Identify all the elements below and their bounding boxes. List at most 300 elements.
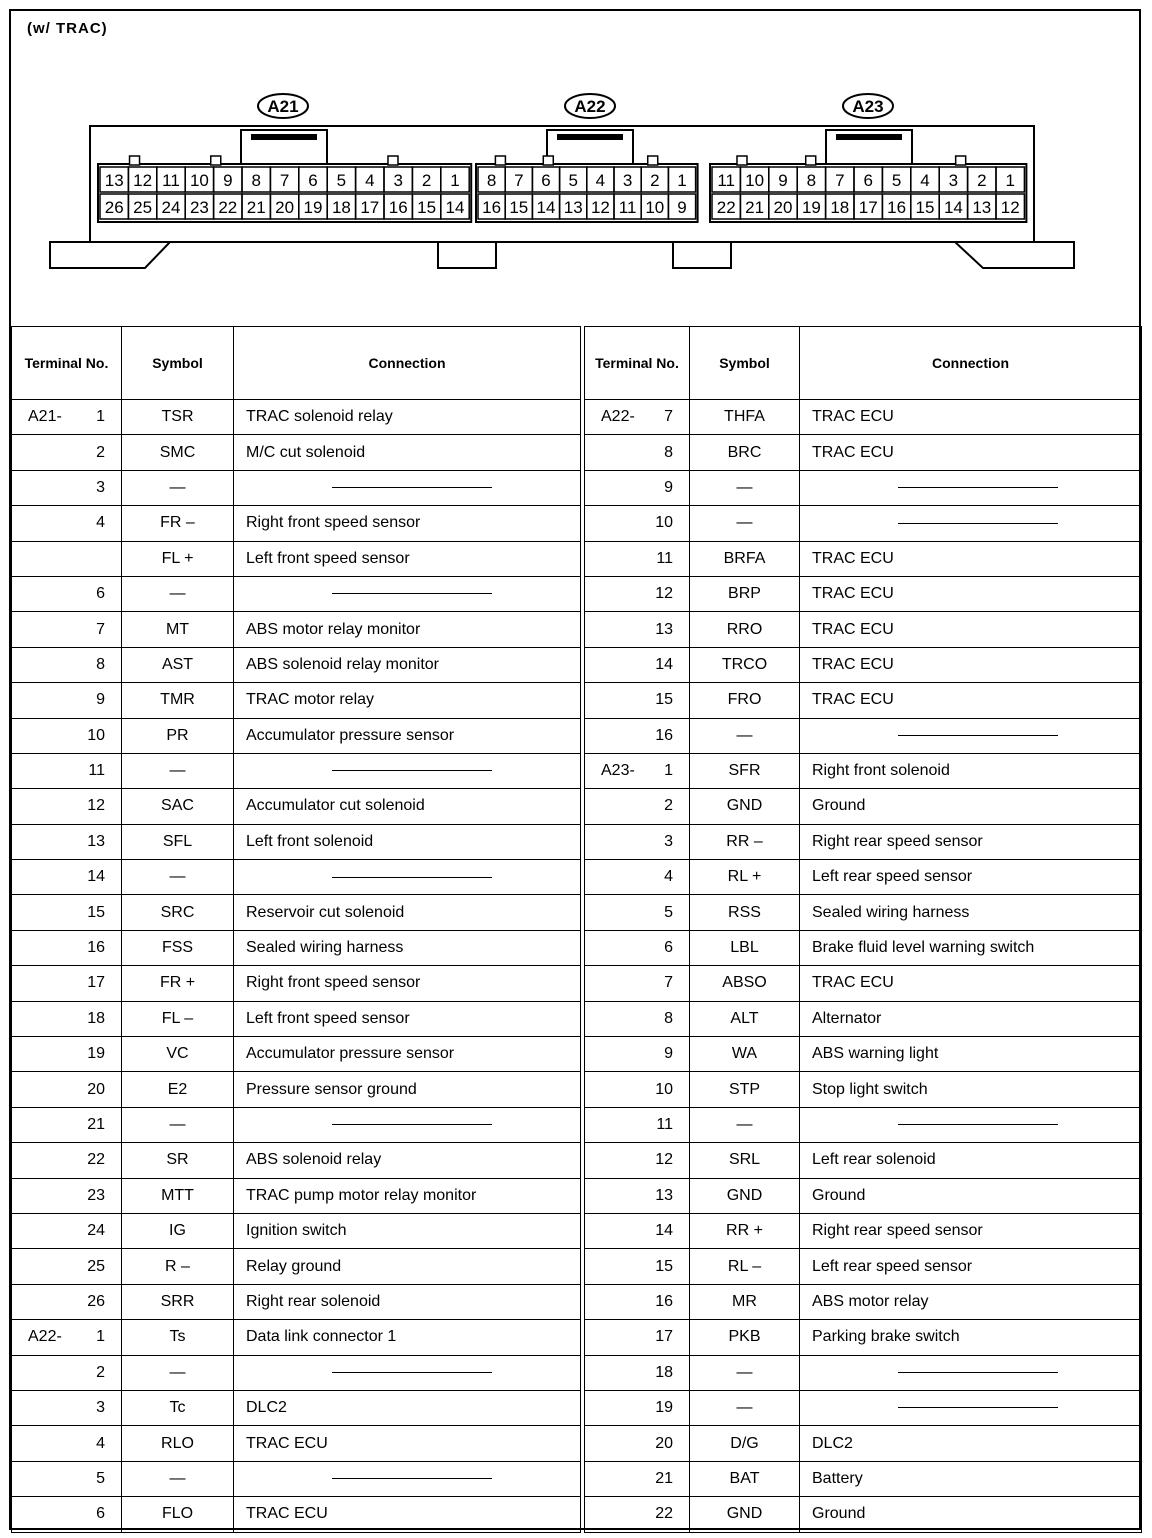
connection-cell: Sealed wiring harness	[234, 930, 581, 965]
symbol-cell: —	[690, 470, 800, 505]
pin-number: 13	[563, 198, 583, 217]
terminal-number: 19	[87, 1045, 105, 1063]
connection-cell: Right front solenoid	[800, 753, 1142, 788]
symbol-cell: AST	[122, 647, 234, 682]
pin-number: 8	[486, 171, 497, 190]
symbol-cell: SRR	[122, 1284, 234, 1319]
ecu-connector-diagram	[0, 0, 1152, 330]
table-row	[12, 1284, 581, 1319]
table-row	[12, 1355, 581, 1390]
terminal-number: 4	[96, 514, 105, 532]
connection-cell: ABS warning light	[800, 1037, 1142, 1072]
table-row	[585, 789, 1142, 824]
pin-number: 14	[943, 198, 963, 217]
connection-cell: Ground	[800, 789, 1142, 824]
terminal-cell	[585, 718, 690, 753]
table-row	[585, 1497, 1142, 1532]
pin-number: 2	[421, 171, 432, 190]
symbol-cell: SRC	[122, 895, 234, 930]
symbol-cell: D/G	[690, 1426, 800, 1461]
symbol-cell: PR	[122, 718, 234, 753]
terminal-cell	[585, 647, 690, 682]
symbol-cell: —	[122, 470, 234, 505]
connection-cell: Left rear solenoid	[800, 1143, 1142, 1178]
pin-number: 5	[568, 171, 578, 190]
pin-number: 17	[360, 198, 380, 217]
terminal-cell	[585, 1390, 690, 1425]
terminal-cell	[585, 612, 690, 647]
connection-cell: Left front speed sensor	[234, 541, 581, 576]
symbol-cell: FR –	[122, 506, 234, 541]
no-connection-line	[898, 1124, 1058, 1125]
pin-number: 8	[251, 171, 261, 190]
table-row	[12, 718, 581, 753]
symbol-cell: RLO	[122, 1426, 234, 1461]
connection-cell: ABS solenoid relay monitor	[234, 647, 581, 682]
table-row	[12, 612, 581, 647]
table-row	[585, 718, 1142, 753]
table-row	[12, 1143, 581, 1178]
symbol-cell: GND	[690, 789, 800, 824]
header-terminal: Terminal No.	[585, 327, 690, 400]
table-row	[585, 506, 1142, 541]
terminal-cell	[12, 470, 122, 505]
terminal-cell	[585, 1426, 690, 1461]
terminal-number: 13	[87, 832, 105, 850]
pin-number: 6	[863, 171, 873, 190]
terminal-number: 9	[664, 1045, 673, 1063]
symbol-cell: —	[122, 860, 234, 895]
symbol-cell: —	[690, 1355, 800, 1390]
terminal-cell	[585, 1461, 690, 1496]
terminal-number: 10	[655, 514, 673, 532]
terminal-cell	[12, 1249, 122, 1284]
pin-number: 22	[218, 198, 238, 217]
no-connection-line	[332, 1124, 492, 1125]
pin-number: 19	[303, 198, 323, 217]
terminal-number: 6	[664, 939, 673, 957]
pin-number: 23	[189, 198, 209, 217]
table-row	[585, 1426, 1142, 1461]
symbol-cell: BRFA	[690, 541, 800, 576]
pin-number: 16	[388, 198, 408, 217]
terminal-number: 1	[96, 1328, 105, 1346]
terminal-cell	[12, 683, 122, 718]
symbol-cell: TSR	[122, 400, 234, 435]
pin-number: 14	[536, 198, 556, 217]
symbol-cell: —	[690, 506, 800, 541]
no-connection-line	[332, 1372, 492, 1373]
table-row	[585, 1107, 1142, 1142]
pin-number: 7	[835, 171, 845, 190]
table-row	[12, 1001, 581, 1036]
pin-number: 6	[541, 171, 551, 190]
connection-cell	[234, 860, 581, 895]
symbol-cell: VC	[122, 1037, 234, 1072]
symbol-cell: BAT	[690, 1461, 800, 1496]
terminal-cell	[585, 1001, 690, 1036]
connection-cell: M/C cut solenoid	[234, 435, 581, 470]
terminal-number: 15	[655, 1257, 673, 1275]
table-row	[585, 683, 1142, 718]
connector-label: A23	[852, 97, 884, 116]
symbol-cell: FLO	[122, 1497, 234, 1532]
terminal-cell	[585, 966, 690, 1001]
symbol-cell: IG	[122, 1213, 234, 1248]
terminal-number: 23	[87, 1186, 105, 1204]
terminal-number: 4	[664, 868, 673, 886]
terminal-cell	[12, 1178, 122, 1213]
pin-number: 21	[246, 198, 266, 217]
terminal-number: 8	[664, 443, 673, 461]
symbol-cell: FR +	[122, 966, 234, 1001]
connector-prefix: A22-	[601, 408, 635, 426]
terminal-cell	[585, 895, 690, 930]
symbol-cell: MTT	[122, 1178, 234, 1213]
connection-cell: TRAC ECU	[800, 576, 1142, 611]
header-connection: Connection	[234, 327, 581, 400]
table-row	[12, 1320, 581, 1355]
symbol-cell: —	[122, 1355, 234, 1390]
table-row	[12, 400, 581, 435]
symbol-cell: FRO	[690, 683, 800, 718]
pin-number: 15	[417, 198, 437, 217]
terminal-number: 1	[664, 762, 673, 780]
terminal-number: 12	[655, 585, 673, 603]
diagram-title: (w/ TRAC)	[27, 20, 108, 37]
connection-cell: Left front speed sensor	[234, 1001, 581, 1036]
connection-cell: TRAC ECU	[234, 1426, 581, 1461]
symbol-cell: FL +	[122, 541, 234, 576]
symbol-cell: RL +	[690, 860, 800, 895]
terminal-cell	[585, 435, 690, 470]
terminal-cell	[585, 789, 690, 824]
terminal-number: 2	[96, 443, 105, 461]
table-row	[12, 930, 581, 965]
table-row	[585, 1355, 1142, 1390]
connection-cell: TRAC ECU	[800, 541, 1142, 576]
terminal-number: 21	[87, 1116, 105, 1133]
pin-number: 21	[745, 198, 765, 217]
symbol-cell: TRCO	[690, 647, 800, 682]
table-row	[12, 1249, 581, 1284]
table-row	[585, 1284, 1142, 1319]
pin-number: 3	[622, 171, 633, 190]
connection-cell	[234, 1107, 581, 1142]
table-row	[12, 647, 581, 682]
symbol-cell: RRO	[690, 612, 800, 647]
header-terminal: Terminal No.	[12, 327, 122, 400]
terminal-cell	[12, 753, 122, 788]
symbol-cell: RR +	[690, 1213, 800, 1248]
symbol-cell: THFA	[690, 400, 800, 435]
connection-cell: Right rear solenoid	[234, 1284, 581, 1319]
terminal-cell	[585, 400, 690, 435]
table-row	[12, 789, 581, 824]
pin-number: 11	[618, 198, 637, 217]
terminal-number: 17	[655, 1328, 673, 1346]
pin-number: 16	[482, 198, 502, 217]
terminal-number: 6	[96, 1505, 105, 1523]
table-row	[12, 541, 581, 576]
connector-label: A21	[267, 97, 299, 116]
symbol-cell: —	[122, 1461, 234, 1496]
connection-cell: Left rear speed sensor	[800, 1249, 1142, 1284]
table-row	[12, 506, 581, 541]
symbol-cell: —	[690, 1390, 800, 1425]
connection-cell	[234, 1461, 581, 1496]
symbol-cell: SAC	[122, 789, 234, 824]
connection-cell: TRAC pump motor relay monitor	[234, 1178, 581, 1213]
pin-number: 9	[223, 171, 233, 190]
terminal-number: 3	[664, 832, 673, 850]
terminal-cell	[12, 789, 122, 824]
connection-cell: Pressure sensor ground	[234, 1072, 581, 1107]
terminal-cell	[12, 860, 122, 895]
table-row	[585, 470, 1142, 505]
terminal-cell	[585, 1107, 690, 1142]
connection-cell: Accumulator pressure sensor	[234, 1037, 581, 1072]
table-row	[12, 1037, 581, 1072]
terminal-number: 22	[87, 1151, 105, 1169]
terminal-cell	[585, 576, 690, 611]
table-row	[585, 1390, 1142, 1425]
table-row	[585, 1001, 1142, 1036]
table-row	[585, 1178, 1142, 1213]
terminal-cell	[12, 1461, 122, 1496]
connection-cell: Left rear speed sensor	[800, 860, 1142, 895]
symbol-cell: LBL	[690, 930, 800, 965]
pin-number: 20	[773, 198, 793, 217]
pin-number: 7	[514, 171, 524, 190]
connection-cell: ABS solenoid relay	[234, 1143, 581, 1178]
connection-cell	[800, 1355, 1142, 1390]
terminal-cell	[12, 435, 122, 470]
terminal-number: 21	[655, 1469, 673, 1487]
connector-label: A22	[574, 97, 606, 116]
terminal-cell	[585, 1178, 690, 1213]
table-row	[585, 966, 1142, 1001]
no-connection-line	[332, 593, 492, 594]
terminal-number: 16	[87, 939, 105, 957]
terminal-number: 1	[96, 408, 105, 426]
table-row	[585, 824, 1142, 859]
table-row	[585, 1461, 1142, 1496]
symbol-cell: E2	[122, 1072, 234, 1107]
connector-prefix: A21-	[28, 408, 62, 426]
symbol-cell: BRC	[690, 435, 800, 470]
pin-number: 4	[920, 171, 930, 190]
no-connection-line	[898, 523, 1058, 524]
connection-cell	[234, 576, 581, 611]
symbol-cell: SRL	[690, 1143, 800, 1178]
connection-cell: Right front speed sensor	[234, 966, 581, 1001]
pin-number: 17	[858, 198, 878, 217]
table-row	[12, 860, 581, 895]
terminal-number: 13	[655, 620, 673, 638]
terminal-number: 11	[88, 762, 105, 780]
pin-number: 5	[336, 171, 347, 190]
symbol-cell: GND	[690, 1178, 800, 1213]
terminal-number: 7	[664, 408, 673, 426]
terminal-cell	[12, 824, 122, 859]
terminal-number: 14	[655, 655, 673, 673]
symbol-cell: STP	[690, 1072, 800, 1107]
terminal-number: 2	[96, 1363, 105, 1381]
terminal-cell	[585, 1037, 690, 1072]
connection-cell: Stop light switch	[800, 1072, 1142, 1107]
terminal-number: 19	[655, 1399, 673, 1417]
pin-number: 19	[801, 198, 821, 217]
table-row	[585, 1143, 1142, 1178]
symbol-cell: GND	[690, 1497, 800, 1532]
pin-number: 10	[189, 171, 209, 190]
pin-number: 9	[778, 171, 788, 190]
table-row	[12, 576, 581, 611]
connection-cell: Alternator	[800, 1001, 1142, 1036]
connection-cell: Parking brake switch	[800, 1320, 1142, 1355]
connection-cell: DLC2	[800, 1426, 1142, 1461]
terminal-cell	[12, 718, 122, 753]
terminal-cell	[585, 753, 690, 788]
table-row	[585, 1320, 1142, 1355]
terminal-cell	[585, 1355, 690, 1390]
table-row	[12, 1178, 581, 1213]
terminal-number: 18	[655, 1363, 673, 1381]
terminal-cell	[585, 1249, 690, 1284]
terminal-cell	[585, 930, 690, 965]
pin-number: 1	[450, 171, 460, 190]
connection-cell: Data link connector 1	[234, 1320, 581, 1355]
symbol-cell: ALT	[690, 1001, 800, 1036]
symbol-cell: PKB	[690, 1320, 800, 1355]
terminal-cell	[12, 1001, 122, 1036]
connection-cell: Battery	[800, 1461, 1142, 1496]
connection-cell: Sealed wiring harness	[800, 895, 1142, 930]
no-connection-line	[898, 487, 1058, 488]
terminal-cell	[12, 576, 122, 611]
terminal-number: 17	[87, 974, 105, 992]
connector-prefix: A23-	[601, 762, 635, 780]
symbol-cell: RL –	[690, 1249, 800, 1284]
pin-number: 11	[162, 171, 180, 190]
terminal-number: 15	[655, 691, 673, 709]
table-row	[12, 683, 581, 718]
table-row	[12, 470, 581, 505]
connection-cell: TRAC ECU	[800, 683, 1142, 718]
terminal-cell	[12, 506, 122, 541]
connection-cell: TRAC ECU	[800, 966, 1142, 1001]
pin-number: 1	[1005, 171, 1015, 190]
pin-number: 2	[650, 171, 660, 190]
terminal-number: 2	[664, 797, 673, 815]
connection-cell	[800, 1107, 1142, 1142]
symbol-cell: SFL	[122, 824, 234, 859]
no-connection-line	[332, 770, 492, 771]
terminal-cell	[585, 860, 690, 895]
pin-number: 9	[677, 198, 687, 217]
pin-number: 6	[308, 171, 318, 190]
symbol-cell: BRP	[690, 576, 800, 611]
table-row	[585, 576, 1142, 611]
terminal-number: 11	[656, 1116, 673, 1133]
connection-cell: Ground	[800, 1178, 1142, 1213]
connection-cell: Right front speed sensor	[234, 506, 581, 541]
header-symbol: Symbol	[690, 327, 800, 400]
terminal-cell	[12, 1426, 122, 1461]
symbol-cell: TMR	[122, 683, 234, 718]
pin-number: 15	[915, 198, 935, 217]
symbol-cell: R –	[122, 1249, 234, 1284]
terminal-number: 11	[656, 549, 673, 567]
connection-cell	[234, 470, 581, 505]
terminal-cell	[12, 1355, 122, 1390]
connection-cell: TRAC ECU	[800, 647, 1142, 682]
terminal-cell	[585, 824, 690, 859]
terminal-cell	[585, 1143, 690, 1178]
symbol-cell: MT	[122, 612, 234, 647]
terminal-number: 10	[655, 1080, 673, 1098]
no-connection-line	[898, 1407, 1058, 1408]
terminal-number: 9	[664, 478, 673, 496]
pin-number: 13	[972, 198, 992, 217]
table-row	[585, 753, 1142, 788]
symbol-cell: RR –	[690, 824, 800, 859]
connection-cell: DLC2	[234, 1390, 581, 1425]
terminal-cell	[585, 1497, 690, 1532]
pin-number: 1	[677, 171, 687, 190]
connection-cell: Ignition switch	[234, 1213, 581, 1248]
terminal-cell	[12, 1213, 122, 1248]
table-row	[585, 895, 1142, 930]
table-row	[12, 966, 581, 1001]
terminal-cell	[12, 1037, 122, 1072]
symbol-cell: —	[122, 1107, 234, 1142]
pin-number: 10	[745, 171, 765, 190]
connection-cell: ABS motor relay monitor	[234, 612, 581, 647]
terminal-number: 3	[96, 1399, 105, 1417]
terminal-cell	[12, 1143, 122, 1178]
no-connection-line	[898, 1372, 1058, 1373]
table-row	[12, 1497, 581, 1532]
pin-number: 8	[806, 171, 817, 190]
terminal-cell	[12, 400, 122, 435]
terminal-number: 3	[96, 478, 105, 496]
terminal-cell	[12, 541, 122, 576]
terminal-cell	[585, 470, 690, 505]
symbol-cell: FL –	[122, 1001, 234, 1036]
terminal-number: 26	[87, 1292, 105, 1310]
connection-cell: TRAC ECU	[234, 1497, 581, 1532]
terminal-number: 25	[87, 1257, 105, 1275]
pin-number: 22	[716, 198, 736, 217]
pin-number: 2	[977, 171, 987, 190]
pin-number: 3	[393, 171, 403, 190]
terminal-cell	[12, 930, 122, 965]
pin-number: 25	[133, 198, 153, 217]
terminal-number: 4	[96, 1434, 105, 1452]
table-row	[12, 1461, 581, 1496]
table-row	[585, 647, 1142, 682]
table-row	[12, 1072, 581, 1107]
pin-number: 24	[161, 198, 181, 217]
terminal-number: 15	[87, 903, 105, 921]
table-row	[585, 541, 1142, 576]
terminal-number: 10	[87, 726, 105, 744]
table-row	[585, 1072, 1142, 1107]
terminal-number: 8	[96, 655, 105, 673]
connection-cell: Left front solenoid	[234, 824, 581, 859]
